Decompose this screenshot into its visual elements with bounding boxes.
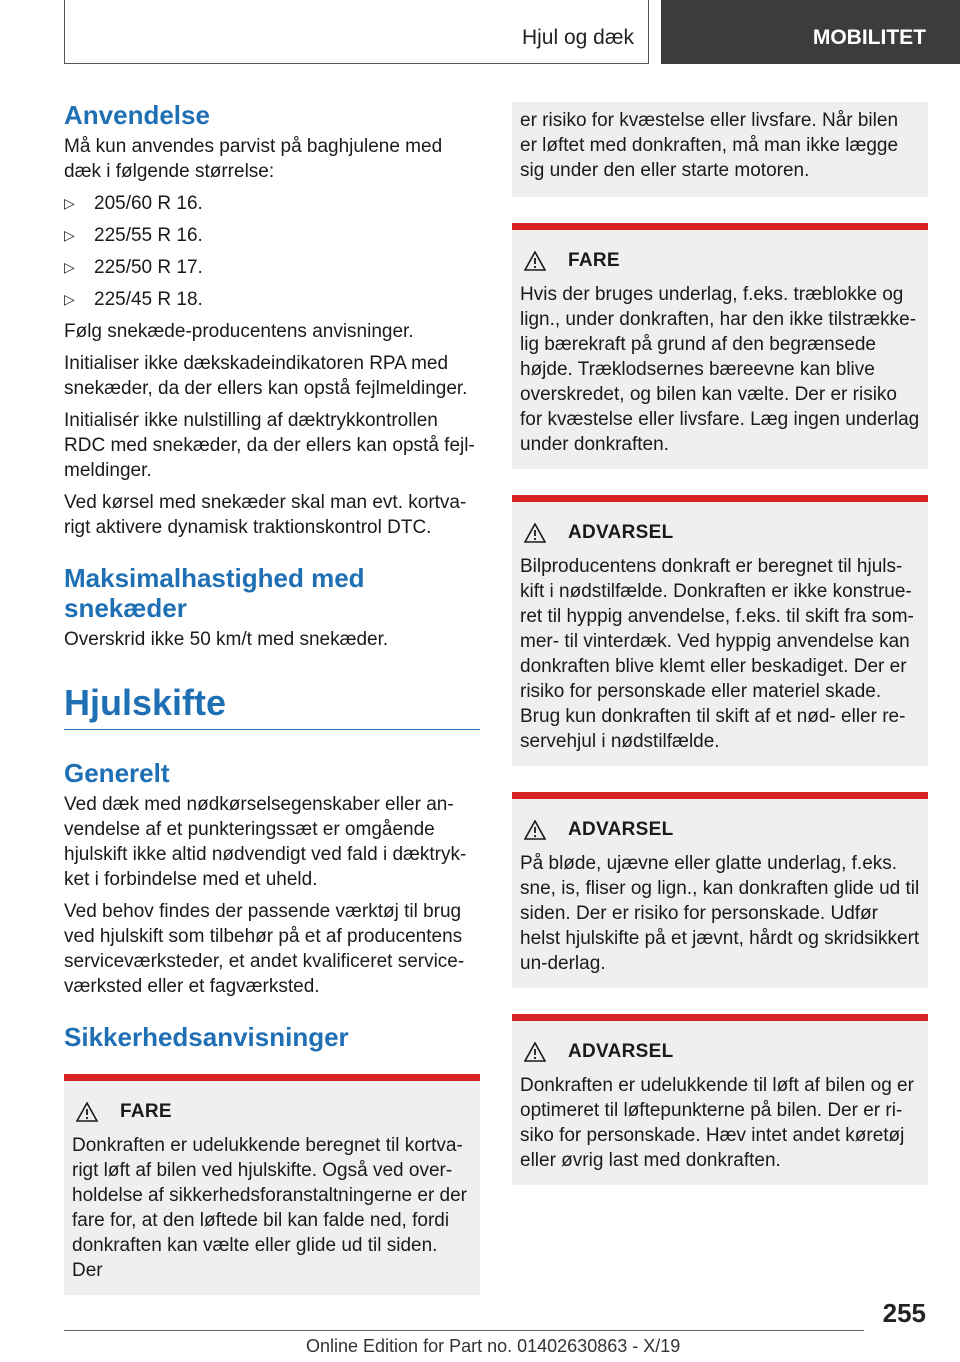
warning-text: På bløde, ujævne eller glatte underlag, f.eks. sne, is, fliser og lign., kan donkraften glide ud til siden. Der er risiko for personskade. Udfør helst hjulskifte på et jævnt, hårdt og skridsikkert un-derlag. [520,853,920,974]
section-tab: MOBILITET [661,0,960,64]
heading-generelt: Generelt [64,758,170,788]
heading-maksimalhastighed: Maksimalhastighed med snekæder [64,563,365,623]
warning-triangle-icon [76,1102,98,1122]
paragraph: Ved kørsel med snekæder skal man evt. kortva-rigt aktivere dynamisk traktionskontrol DTC. [64,492,467,538]
warning-text: Donkraften er udelukkende til løft af bilen og er optimeret til løftepunkterne på bilen. Der er ri-siko for personskade. Hæv intet andet køretøj eller øvrig last med donkraften. [520,1075,914,1171]
warning-box [512,792,928,988]
warning-triangle-icon [524,523,546,543]
triangle-right-icon: ▷ [64,291,75,307]
triangle-right-icon: ▷ [64,259,75,275]
warning-triangle-icon [524,1042,546,1062]
danger-title: FARE [568,250,620,271]
danger-title: FARE [120,1101,172,1122]
warning-box [512,495,928,766]
danger-box-continuation [512,102,928,197]
anvendelse-intro: Må kun anvendes parvist på baghjulene med dæk i følgende størrelse: [64,136,443,182]
chapter-title: Hjul og dæk [521,26,634,49]
warning-triangle-icon [524,251,546,271]
triangle-right-icon: ▷ [64,195,75,211]
warning-title: ADVARSEL [568,1041,674,1062]
list-item: ▷ 225/50 R 17. [64,257,203,278]
paragraph: Ved dæk med nødkørselsegenskaber eller an-vendelse af et punkteringssæt er omgående hjulskift ikke altid nødvendigt ved fald i dæktryk-ket i forbindelse med et uheld. [64,794,467,890]
footer-edition: Online Edition for Part no. 01402630863 - X/19 [306,1336,681,1356]
paragraph: Overskrid ikke 50 km/t med snekæder. [64,629,389,650]
heading-sikkerhedsanvisninger: Sikkerhedsanvisninger [64,1022,349,1052]
warning-title: ADVARSEL [568,819,674,840]
danger-text: Donkraften er udelukkende beregnet til kortva-rigt løft af bilen ved hjulskifte. Også ved over-holdelse af sikkerhedsforanstaltningerne er der fare for, at den løftede bil kan falde ned, fordi donkraften kan vælte eller glide ud til siden. Der [72,1135,468,1281]
paragraph: Initialisér ikke nulstilling af dæktrykkontrollen RDC med snekæder, da der ellers kan opstå fejl-meldinger. [64,410,475,481]
warning-text: Bilproducentens donkraft er beregnet til hjuls-kift i nødstilfælde. Donkraften er ikke konstrue-ret til hyppig anvendelse, f.eks. til skift fra som-mer- til vinterdæk. Ved hyppig anvendelse kan donkraften blive klemt eller beskadiget. Der er risiko for personskade eller materiel skade. Brug kun donkraften til skift af et nød- eller re-servehjul i nødstilfælde. [520,556,914,752]
header-chapter-box [64,0,649,64]
heading-anvendelse: Anvendelse [64,100,210,130]
warning-triangle-icon [524,820,546,840]
heading-hjulskifte: Hjulskifte [64,681,480,730]
danger-text: er risiko for kvæstelse eller livsfare. Når bilen er løftet med donkraften, må man ikke lægge sig under den eller starte motoren. [520,110,899,181]
tire-size-list [64,191,480,312]
paragraph: Ved behov findes der passende værktøj til brug ved hjulskift som tilbehør på et af producentens serviceværksteder, et andet kvalificeret service-værksted eller et fagværksted. [64,901,465,997]
left-column [64,100,480,1295]
warning-title: ADVARSEL [568,522,674,543]
danger-box [512,223,928,469]
danger-text: Hvis der bruges underlag, f.eks. træblokke og lign., under donkraften, har den ikke tilstrække-lig bærekraft på grund af den begrænsede højde. Træklodsernes bæreevne kan blive overskredet, og bilen kan vælte. Der er risiko for kvæstelse eller livsfare. Læg ingen underlag under donkraften. [520,284,920,455]
right-column [512,102,928,1211]
footer-divider [64,1330,864,1331]
paragraph: Følg snekæde-producentens anvisninger. [64,321,414,342]
list-item: ▷ 225/55 R 16. [64,225,203,246]
warning-box [512,1014,928,1185]
triangle-right-icon: ▷ [64,227,75,243]
danger-box [64,1074,480,1295]
page-number: 255 [882,1298,926,1328]
paragraph: Initialiser ikke dækskadeindikatoren RPA med snekæder, da der ellers kan opstå fejlmeldinger. [64,353,468,399]
list-item: ▷ 225/45 R 18. [64,289,203,310]
list-item: ▷ 205/60 R 16. [64,193,203,214]
